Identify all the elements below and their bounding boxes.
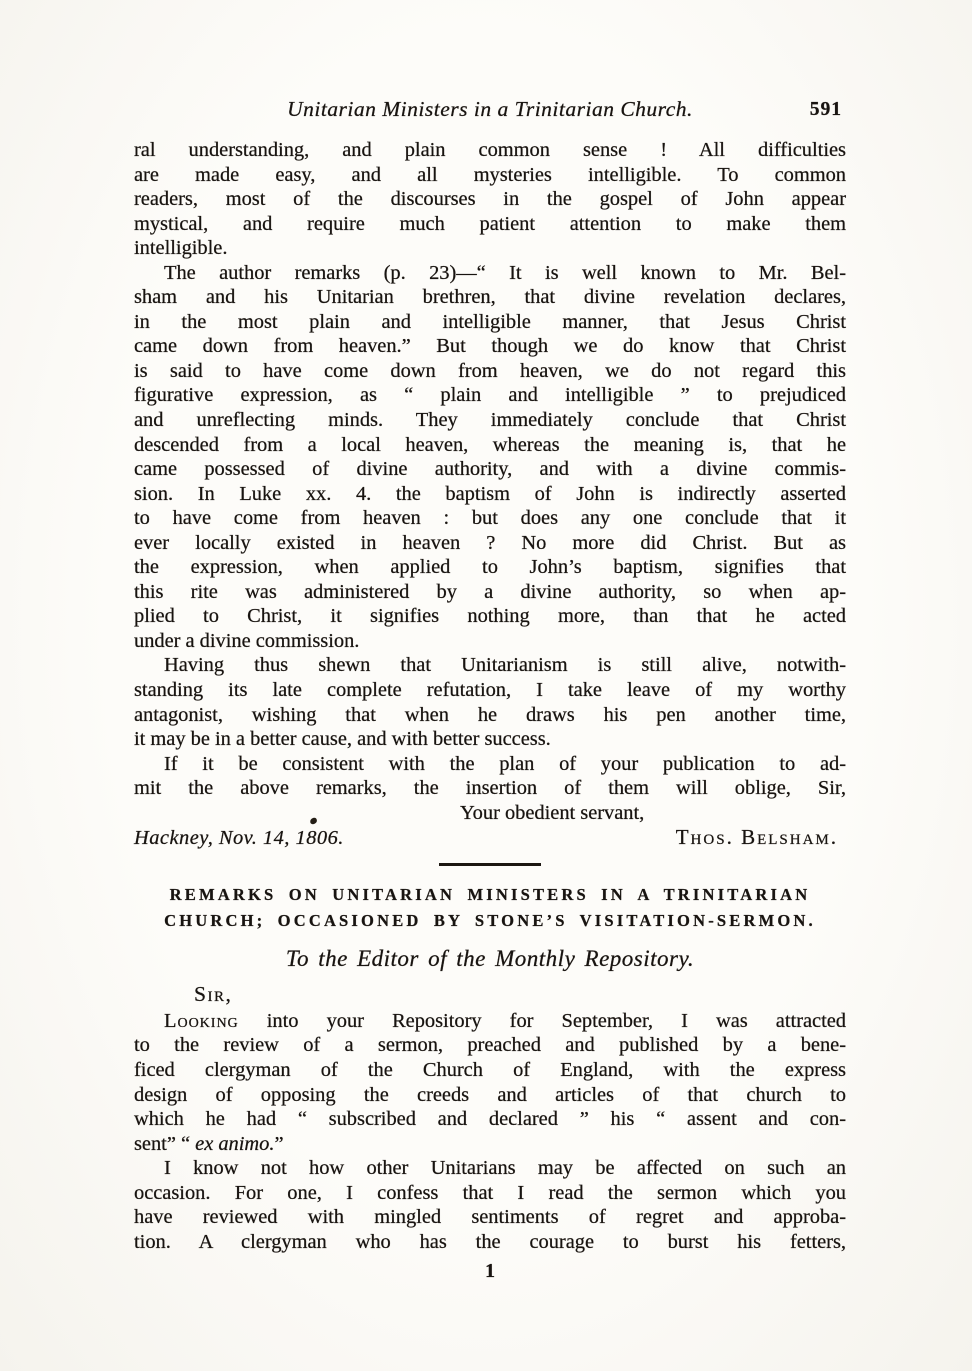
text-line: under a divine commission.: [134, 629, 360, 652]
paragraph-6: [134, 1156, 846, 1254]
section-subtitle: To the Editor of the Monthly Repository.: [285, 945, 695, 971]
salutation: Sir,: [194, 981, 233, 1006]
text-line: sion. In Luke xx. 4. the baptism of John is indirectly asserted: [134, 482, 846, 505]
text-line: mit the above remarks, the insertion of them will oblige, Sir,: [134, 777, 846, 800]
running-head-title: Unitarian Ministers in a Trinitarian Church.: [287, 97, 693, 121]
text-line: came down from heaven.” But though we do know that Christ: [134, 335, 846, 358]
closing-signature: Thos. Belsham.: [675, 825, 838, 850]
section-heading: [134, 882, 846, 935]
text-line: descended from a local heaven, whereas the meaning is, that he: [134, 433, 846, 456]
text-line: is said to have come down from heaven, we do not regard this: [134, 359, 846, 382]
paragraph-5: [134, 1009, 846, 1156]
text-line: and unreflecting minds. They immediately conclude that Christ: [134, 409, 846, 432]
text-line: came possessed of divine authority, and with a divine commis-: [134, 458, 846, 481]
page-number: 591: [809, 99, 842, 120]
text-line: sham and his Unitarian brethren, that divine revelation declares,: [134, 286, 846, 309]
paragraph-2: [134, 261, 846, 654]
text-line: standing its late complete refutation, I take leave of my worthy: [134, 679, 846, 702]
section-heading-line-2: CHURCH; OCCASIONED BY STONE’S VISITATION-SERMON.: [164, 911, 816, 931]
paragraph-1: [134, 138, 846, 261]
text-line: to have come from heaven : but does any one conclude that it: [134, 507, 846, 530]
running-head: [134, 96, 846, 122]
text-line: ever locally existed in heaven ? No more did Christ. But as: [134, 531, 846, 554]
signature-mark: 1: [485, 1260, 495, 1283]
text-line: are made easy, and all mysteries intelligible. To common: [134, 163, 846, 186]
text-line: tion. A clergyman who has the courage to burst his fetters,: [134, 1230, 846, 1253]
text-line: occasion. For one, I confess that I read the sermon which you: [134, 1181, 846, 1204]
text-line: it may be in a better cause, and with better success.: [134, 728, 551, 751]
text-line: figurative expression, as “ plain and intelligible ” to prejudiced: [134, 384, 846, 407]
section-heading-line-1: REMARKS ON UNITARIAN MINISTERS IN A TRINITARIAN: [169, 884, 811, 904]
text-line: I know not how other Unitarians may be affected on such an: [164, 1157, 846, 1180]
closing-dateline: Hackney, Nov. 14, 1806.: [134, 827, 344, 850]
text-line: this rite was administered by a divine authority, so when ap-: [134, 580, 846, 603]
text-line: The author remarks (p. 23)—“ It is well known to Mr. Bel-: [164, 261, 846, 284]
text-line: design of opposing the creeds and articles of that church to: [134, 1083, 846, 1106]
closing-servant: Your obedient servant,: [460, 801, 645, 824]
text-line: which he had “ subscribed and declared ” his “ assent and con-: [134, 1108, 846, 1131]
line-part: ”: [274, 1132, 284, 1155]
text-line: Having thus shewn that Unitarianism is still alive, notwith-: [164, 654, 846, 677]
text-line: plied to Christ, it signifies nothing more, than that he acted: [134, 605, 846, 628]
latin-phrase: ex animo.: [195, 1132, 275, 1155]
text-line: [134, 1009, 846, 1034]
text-line: the expression, when applied to John’s baptism, signifies that: [134, 556, 846, 579]
section-divider: [439, 863, 541, 866]
text-line: antagonist, wishing that when he draws his pen another time,: [134, 703, 846, 726]
text-line: have reviewed with mingled sentiments of regret and approba-: [134, 1206, 846, 1229]
paragraph-3: [134, 653, 846, 751]
closing-signature-row: [134, 825, 846, 851]
line-part: sent” “: [134, 1132, 196, 1155]
text-line: If it be consistent with the plan of your publication to ad-: [164, 752, 846, 775]
line-rest: into your Repository for September, I was attracted: [238, 1009, 846, 1032]
text-line: ral understanding, and plain common sense ! All difficulties: [134, 139, 846, 161]
text-column: [134, 96, 846, 1284]
paragraph-4: [134, 752, 846, 801]
text-line: intelligible.: [134, 237, 228, 260]
text-line: to the review of a sermon, preached and published by a bene-: [134, 1034, 846, 1057]
text-line: readers, most of the discourses in the gospel of John appear: [134, 188, 846, 211]
text-line: mystical, and require much patient attention to make them: [134, 212, 846, 235]
text-line: in the most plain and intelligible manner, that Jesus Christ: [134, 310, 846, 333]
text-line: [134, 1132, 846, 1157]
lead-word: Looking: [164, 1009, 239, 1032]
text-line: ficed clergyman of the Church of England, with the express: [134, 1058, 846, 1081]
